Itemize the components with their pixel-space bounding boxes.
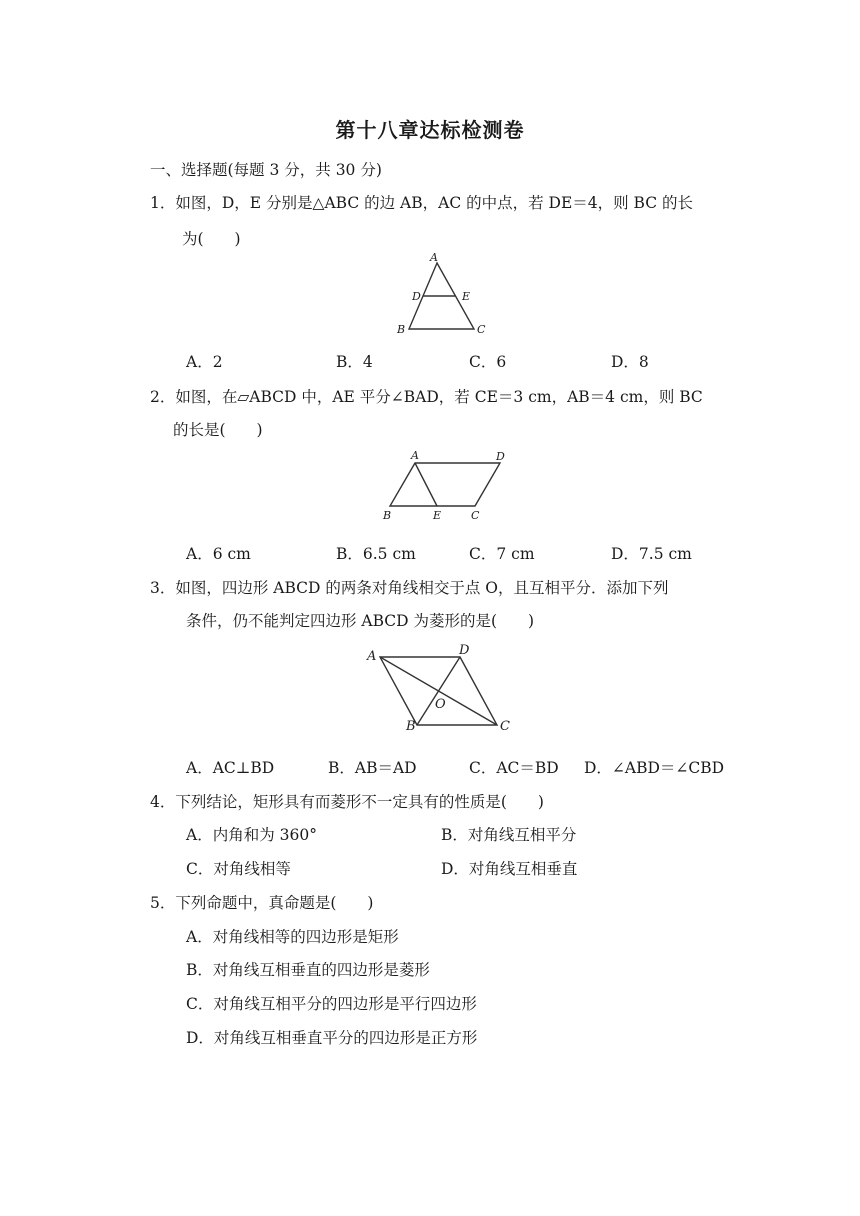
q2-label-b: B	[383, 509, 392, 522]
q3-label-c: C	[500, 719, 510, 734]
q1-label-a: A	[430, 251, 438, 264]
q1-option-a[interactable]: A．2	[186, 353, 223, 371]
q2-stem-line1: 2．如图，在▱ABCD 中，AE 平分∠BAD，若 CE＝3 cm，AB＝4 cm，则 BC	[150, 388, 703, 406]
q2-parallelogram-figure	[378, 446, 518, 524]
q3-option-c[interactable]: C．AC＝BD	[469, 759, 559, 777]
q2-option-c[interactable]: C．7 cm	[469, 545, 535, 563]
q3-option-b[interactable]: B．AB＝AD	[328, 759, 417, 777]
q1-stem-line2: 为( )	[182, 230, 241, 248]
q2-option-a[interactable]: A．6 cm	[186, 545, 251, 563]
q2-option-d[interactable]: D．7.5 cm	[611, 545, 692, 563]
q1-label-b: B	[397, 323, 406, 336]
q3-label-b: B	[406, 719, 416, 734]
q3-stem-line2: 条件，仍不能判定四边形 ABCD 为菱形的是( )	[186, 612, 535, 630]
q5-option-d[interactable]: D．对角线互相垂直平分的四边形是正方形	[186, 1029, 478, 1047]
q3-option-d[interactable]: D．∠ABD＝∠CBD	[584, 759, 725, 777]
page-title: 第十八章达标检测卷	[335, 118, 525, 142]
q3-label-d: D	[459, 643, 470, 658]
q1-option-d[interactable]: D．8	[611, 353, 649, 371]
q4-option-c[interactable]: C．对角线相等	[186, 860, 291, 878]
q1-option-c[interactable]: C．6	[469, 353, 507, 371]
section-heading: 一、选择题(每题 3 分，共 30 分)	[150, 161, 382, 179]
q1-label-c: C	[477, 323, 486, 336]
q3-option-a[interactable]: A．AC⊥BD	[186, 759, 275, 777]
q2-label-d: D	[496, 450, 505, 463]
q5-stem: 5．下列命题中，真命题是( )	[150, 894, 374, 912]
q1-triangle-figure	[390, 250, 500, 342]
q2-stem-line2: 的长是( )	[173, 421, 263, 439]
q4-stem: 4．下列结论，矩形具有而菱形不一定具有的性质是( )	[150, 793, 544, 811]
q2-label-e: E	[433, 509, 442, 522]
q4-option-a[interactable]: A．内角和为 360°	[186, 826, 317, 844]
q2-label-a: A	[411, 449, 419, 462]
q4-option-d[interactable]: D．对角线互相垂直	[441, 860, 578, 878]
q4-option-b[interactable]: B．对角线互相平分	[441, 826, 577, 844]
q5-option-a[interactable]: A．对角线相等的四边形是矩形	[186, 928, 399, 946]
q3-rhombus-figure	[360, 640, 520, 735]
q3-label-o: O	[435, 697, 446, 712]
q2-option-b[interactable]: B．6.5 cm	[336, 545, 416, 563]
q3-label-a: A	[367, 649, 377, 664]
q1-stem-line1: 1．如图，D，E 分别是△ABC 的边 AB，AC 的中点，若 DE＝4，则 BC 的长	[150, 194, 694, 212]
q3-stem-line1: 3．如图，四边形 ABCD 的两条对角线相交于点 O，且互相平分．添加下列	[150, 579, 669, 597]
q5-option-c[interactable]: C．对角线互相平分的四边形是平行四边形	[186, 995, 477, 1013]
q1-option-b[interactable]: B．4	[336, 353, 373, 371]
q5-option-b[interactable]: B．对角线互相垂直的四边形是菱形	[186, 961, 430, 979]
q2-label-c: C	[471, 509, 480, 522]
q1-label-e: E	[462, 290, 471, 303]
q1-label-d: D	[412, 290, 421, 303]
